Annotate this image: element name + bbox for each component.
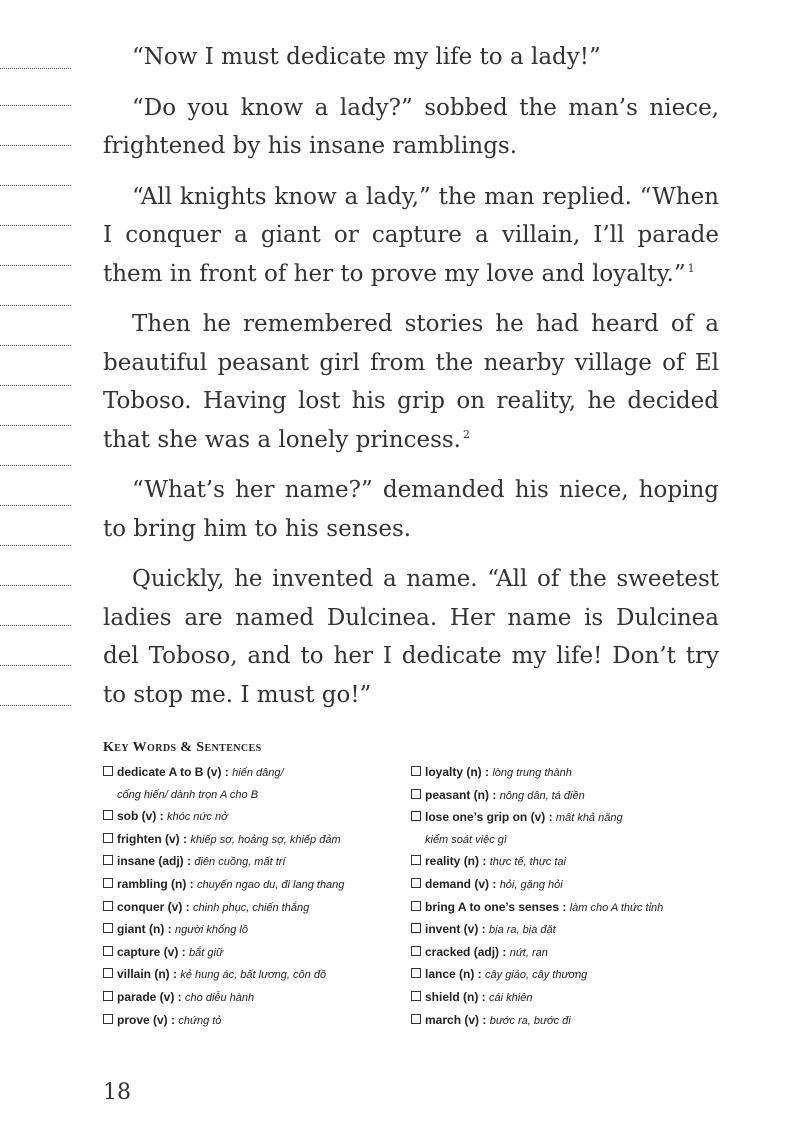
- paragraph-text: Then he remembered stories he had heard of a beautiful peasant girl from the nearby village of El Toboso. Having lost his grip on reality, he decided that she was a lonely princess.: [103, 311, 719, 453]
- footnote-marker: 1: [687, 261, 695, 275]
- key-word-item: [103, 942, 411, 965]
- key-words-section: [103, 740, 723, 1032]
- margin-line: [0, 465, 71, 466]
- margin-line: [0, 385, 71, 386]
- key-word-item: [103, 987, 411, 1010]
- key-word-item: [103, 964, 411, 987]
- margin-line: [0, 68, 71, 69]
- key-word-definition-continued: kiểm soát việc gì: [425, 833, 507, 846]
- checkbox-square-icon: [411, 811, 421, 821]
- key-word-item: [411, 785, 719, 808]
- key-word-item: [103, 829, 411, 852]
- key-word-term: capture (v) :: [117, 944, 186, 959]
- key-word-term: peasant (n) :: [425, 787, 497, 802]
- key-word-term: invent (v) :: [425, 922, 486, 937]
- paragraph-text: “Now I must dedicate my life to a lady!”: [132, 44, 601, 70]
- key-word-definition: hỏi, gặng hỏi: [499, 878, 563, 891]
- checkbox-square-icon: [411, 923, 421, 933]
- checkbox-square-icon: [103, 1014, 113, 1024]
- key-word-definition: nông dân, tá điền: [499, 789, 585, 802]
- key-word-definition: chinh phục, chiến thắng: [193, 901, 310, 914]
- paragraph-text: “What’s her name?” demanded his niece, hoping to bring him to his senses.: [103, 477, 719, 542]
- story-paragraph: [103, 178, 719, 294]
- story-paragraph: [103, 471, 719, 548]
- page-number: 18: [103, 1080, 131, 1105]
- key-word-definition: chuyến ngao du, đi lang thang: [197, 878, 345, 891]
- key-word-definition-continued: cống hiến/ dành trọn A cho B: [117, 788, 259, 801]
- checkbox-square-icon: [103, 855, 113, 865]
- key-word-definition: nứt, rạn: [509, 946, 548, 959]
- key-word-definition: hiến dâng/: [232, 767, 284, 779]
- paragraph-text: “All knights know a lady,” the man replied. “When I conquer a giant or capture a villain, I’ll parade them in front of her to prove my love and loyalty.”: [103, 183, 719, 287]
- key-word-definition: bước ra, bước đi: [489, 1014, 571, 1027]
- checkbox-square-icon: [411, 991, 421, 1001]
- key-word-term: cracked (adj) :: [425, 944, 507, 959]
- key-word-definition: chứng tỏ: [178, 1014, 222, 1027]
- key-word-definition: khóc nức nở: [167, 811, 228, 824]
- checkbox-square-icon: [411, 789, 421, 799]
- checkbox-square-icon: [411, 878, 421, 888]
- key-word-definition: bắt giữ: [189, 946, 223, 959]
- key-word-item: [411, 919, 719, 942]
- key-word-definition: khiếp sợ, hoảng sợ, khiếp đảm: [190, 833, 341, 846]
- checkbox-square-icon: [103, 833, 113, 843]
- margin-note-lines: [0, 0, 72, 1142]
- margin-line: [0, 545, 71, 546]
- key-word-term: insane (adj) :: [117, 854, 192, 869]
- key-word-definition: bịa ra, bịa đặt: [489, 924, 556, 937]
- key-word-term: reality (n) :: [425, 854, 487, 869]
- key-word-item: [411, 874, 719, 897]
- key-word-item: [103, 897, 411, 920]
- story-paragraph: [103, 89, 719, 166]
- margin-line: [0, 105, 71, 106]
- key-word-definition: thực tế, thực tại: [489, 856, 566, 869]
- key-word-item: [103, 1010, 411, 1033]
- key-word-definition: người khổng lồ: [175, 924, 248, 937]
- key-word-item: [103, 851, 411, 874]
- checkbox-square-icon: [103, 878, 113, 888]
- key-words-title: Key Words & Sentences: [103, 740, 262, 755]
- key-word-term: prove (v) :: [117, 1012, 176, 1027]
- key-word-definition: mất khả năng: [555, 812, 623, 825]
- checkbox-square-icon: [411, 855, 421, 865]
- margin-line: [0, 265, 71, 266]
- key-word-definition: kẻ hung ác, bất lương, côn đồ: [180, 969, 327, 982]
- checkbox-square-icon: [411, 968, 421, 978]
- key-word-item: [411, 987, 719, 1010]
- margin-line: [0, 425, 71, 426]
- checkbox-square-icon: [103, 946, 113, 956]
- key-word-item: [411, 807, 719, 830]
- paragraph-text: “Do you know a lady?” sobbed the man’s niece, frightened by his insane ramblings.: [103, 94, 719, 159]
- checkbox-square-icon: [103, 923, 113, 933]
- key-word-item: [411, 762, 719, 785]
- checkbox-square-icon: [411, 946, 421, 956]
- key-word-term: dedicate A to B (v) :: [117, 765, 229, 779]
- story-paragraph: [103, 560, 719, 714]
- key-word-definition: cây giáo, cây thương: [485, 969, 588, 982]
- key-word-term: shield (n) :: [425, 989, 486, 1004]
- checkbox-square-icon: [103, 991, 113, 1001]
- key-word-term: march (v) :: [425, 1012, 487, 1027]
- margin-line: [0, 705, 71, 706]
- key-word-term: parade (v) :: [117, 989, 182, 1004]
- margin-line: [0, 305, 71, 306]
- key-word-definition: cái khiên: [489, 991, 533, 1004]
- margin-line: [0, 665, 71, 666]
- key-word-term: rambling (n) :: [117, 876, 194, 891]
- key-word-term: lose one’s grip on (v) :: [425, 810, 553, 825]
- key-word-item: [103, 762, 411, 785]
- key-word-term: conquer (v) :: [117, 899, 190, 914]
- checkbox-square-icon: [411, 1014, 421, 1024]
- key-word-term: villain (n) :: [117, 967, 177, 982]
- footnote-marker: 2: [462, 427, 470, 441]
- key-word-term: sob (v) :: [117, 809, 164, 824]
- key-word-item: [411, 851, 719, 874]
- key-word-term: loyalty (n) :: [425, 765, 490, 779]
- checkbox-square-icon: [103, 766, 113, 776]
- checkbox-square-icon: [103, 968, 113, 978]
- key-word-item: [103, 806, 411, 829]
- key-word-term: bring A to one’s senses :: [425, 899, 567, 914]
- margin-line: [0, 345, 71, 346]
- key-word-item: [411, 964, 719, 987]
- key-word-item: [103, 874, 411, 897]
- margin-line: [0, 185, 71, 186]
- key-words-right-column: [411, 762, 719, 1032]
- margin-line: [0, 145, 71, 146]
- key-word-item: [103, 919, 411, 942]
- margin-line: [0, 505, 71, 506]
- story-paragraph: [103, 305, 719, 459]
- key-word-term: giant (n) :: [117, 922, 172, 937]
- key-word-definition: điên cuồng, mất trí: [194, 856, 286, 869]
- key-word-item: [411, 942, 719, 965]
- key-word-term: lance (n) :: [425, 967, 482, 982]
- key-word-item: [411, 897, 719, 920]
- story-paragraph: [103, 38, 719, 77]
- key-word-term: demand (v) :: [425, 876, 497, 891]
- checkbox-square-icon: [411, 766, 421, 776]
- key-word-definition: cho diễu hành: [185, 991, 255, 1004]
- margin-line: [0, 625, 71, 626]
- key-word-definition: làm cho A thức tỉnh: [569, 901, 664, 914]
- checkbox-square-icon: [411, 901, 421, 911]
- key-word-definition: lòng trung thành: [492, 767, 572, 779]
- margin-line: [0, 225, 71, 226]
- key-words-left-column: [103, 762, 411, 1032]
- key-word-item: [411, 1010, 719, 1033]
- paragraph-text: Quickly, he invented a name. “All of the sweetest ladies are named Dulcinea. Her name is Dulcinea del Toboso, and to her I dedicate my life! Don’t try to stop me. I must go!”: [103, 566, 719, 708]
- checkbox-square-icon: [103, 810, 113, 820]
- story-text: [103, 38, 719, 726]
- margin-line: [0, 585, 71, 586]
- key-words-columns: [103, 762, 723, 1032]
- key-word-term: frighten (v) :: [117, 831, 187, 846]
- checkbox-square-icon: [103, 901, 113, 911]
